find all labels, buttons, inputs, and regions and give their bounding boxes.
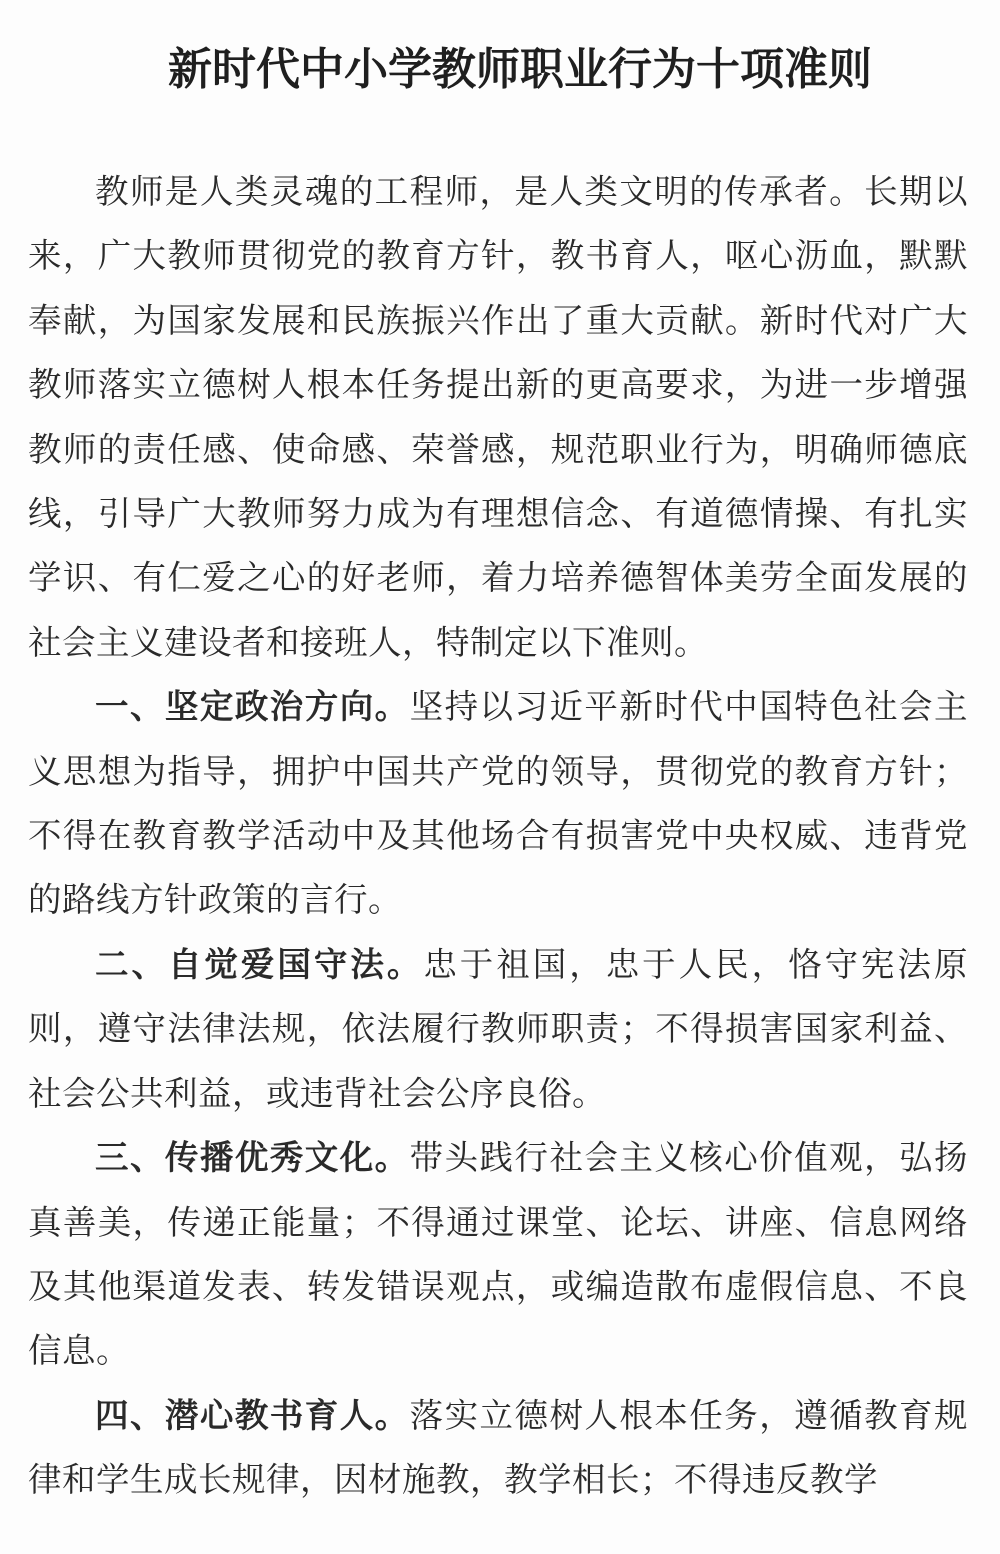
rule-heading: 四、潜心教书育人。	[95, 1395, 410, 1435]
rule-heading: 三、传播优秀文化。	[95, 1138, 410, 1178]
intro-paragraph: 教师是人类灵魂的工程师，是人类文明的传承者。长期以来，广大教师贯彻党的教育方针，教书育人，呕心沥血，默默奉献，为国家发展和民族振兴作出了重大贡献。新时代对广大教师落实立德树人根本任务提出新的更高要求，为进一步增强教师的责任感、使命感、荣誉感，规范职业行为，明确师德底线，引导广大教师努力成为有理想信念、有道德情操、有扎实学识、有仁爱之心的好老师，着力培养德智体美劳全面发展的社会主义建设者和接班人，特制定以下准则。	[28, 172, 968, 662]
rule-text: 坚持以习近平新时代中国特色社会主义思想为指导，拥护中国共产党的领导，贯彻党的教育方针；不得在教育教学活动中及其他场合有损害党中央权威、违背党的路线方针政策的言行。	[28, 687, 968, 920]
rule-item-2	[28, 933, 968, 1126]
rule-heading: 二、自觉爱国守法。	[95, 944, 424, 984]
rule-text: 落实立德树人根本任务，遵循教育规律和学生成长规律，因材施教，教学相长；不得违反教学	[28, 1395, 968, 1500]
page-title: 新时代中小学教师职业行为十项准则	[168, 44, 872, 95]
rule-heading: 一、坚定政治方向。	[95, 687, 410, 727]
rule-item-1	[28, 675, 968, 933]
rule-item-4	[28, 1384, 968, 1513]
rule-text: 忠于祖国，忠于人民，恪守宪法原则，遵守法律法规，依法履行教师职责；不得损害国家利益、社会公共利益，或违背社会公序良俗。	[28, 944, 969, 1113]
rule-text: 带头践行社会主义核心价值观，弘扬真善美，传递正能量；不得通过课堂、论坛、讲座、信息网络及其他渠道发表、转发错误观点，或编造散布虚假信息、不良信息。	[28, 1138, 968, 1371]
document-body	[28, 160, 968, 1513]
rule-item-3	[28, 1126, 968, 1384]
